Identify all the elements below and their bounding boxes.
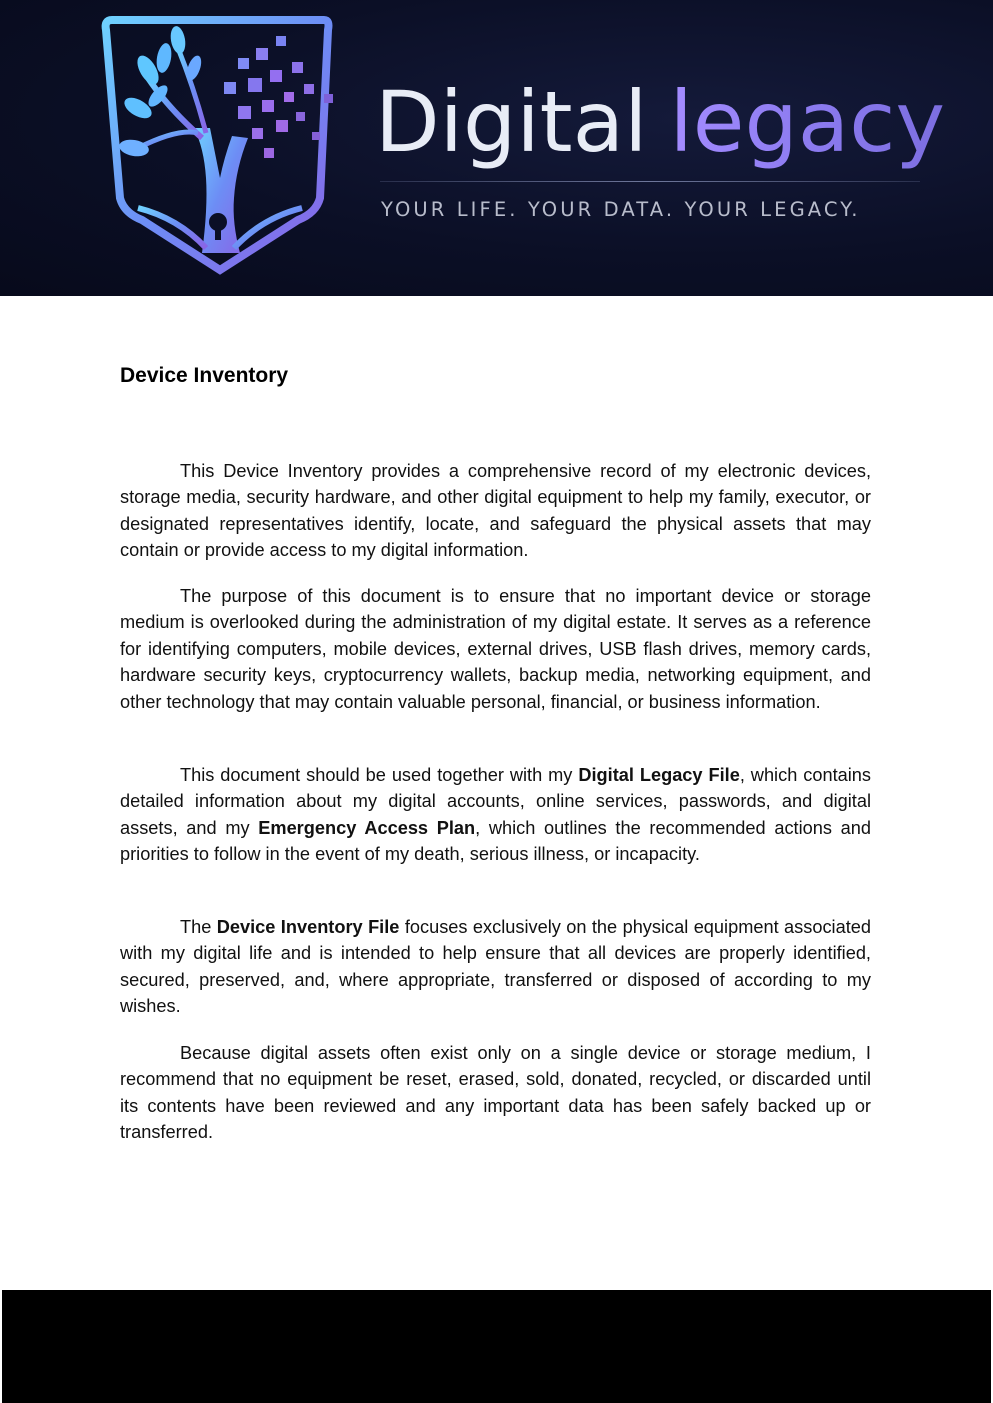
p4-text-a: The [180,917,217,937]
digital-legacy-logo-icon [98,8,348,278]
paragraph-recommendation: Because digital assets often exist only on a single device or storage medium, I recommend that no equipment be reset, erased, sold, donated, recycled, or discarded until its contents have been reviewed and any important data has been safely backed up or transferred. [120,1043,871,1143]
paragraph-scope [120,914,871,1020]
brand-divider [380,181,920,182]
footer-bar [2,1290,991,1403]
emergency-access-plan-ref: Emergency Access Plan [258,817,476,838]
header-banner [0,0,993,296]
p3-text-c: , which contains detailed information about my digital accounts, online services, passwords, and digital assets, and my [120,765,871,838]
p4-text-c: focuses exclusively on the physical equipment associated with my digital life and is intended to help ensure that all devices are properly identified, secured, preserved, and, where appropriate, transferred or disposed of according to my wishes. [120,917,871,1017]
p3-text-e: , which outlines the recommended actions and priorities to follow in the event of my death, serious illness, or incapacity. [120,817,871,865]
p3-text-a: This document should be used together with my [180,765,579,785]
device-inventory-file-ref: Device Inventory File [216,917,400,937]
paragraph-intro: This Device Inventory provides a comprehensive record of my electronic devices, storage media, security hardware, and other digital equipment to help my family, executor, or designated representatives identify, locate, and safeguard the physical assets that may contain or provide access to my digital information. [120,461,871,561]
brand-word-digital: Digital [375,73,648,171]
document-title: Device Inventory [120,364,289,387]
brand-wordmark [375,72,945,182]
brand-word-legacy: legacy [669,73,946,171]
paragraph-purpose: The purpose of this document is to ensure that no important device or storage medium is overlooked during the administration of my digital estate. It serves as a reference for identifying computers, mobile devices, external drives, USB flash drives, memory cards, hardware security keys, cryptocurrency wallets, backup media, networking equipment, and other technology that may contain valuable personal, financial, or business information. [120,586,871,712]
digital-legacy-file-ref: Digital Legacy File [578,765,740,785]
brand-tagline: YOUR LIFE. YOUR DATA. YOUR LEGACY. [381,198,861,221]
document-body [120,360,871,1143]
paragraph-related-documents [120,762,871,868]
